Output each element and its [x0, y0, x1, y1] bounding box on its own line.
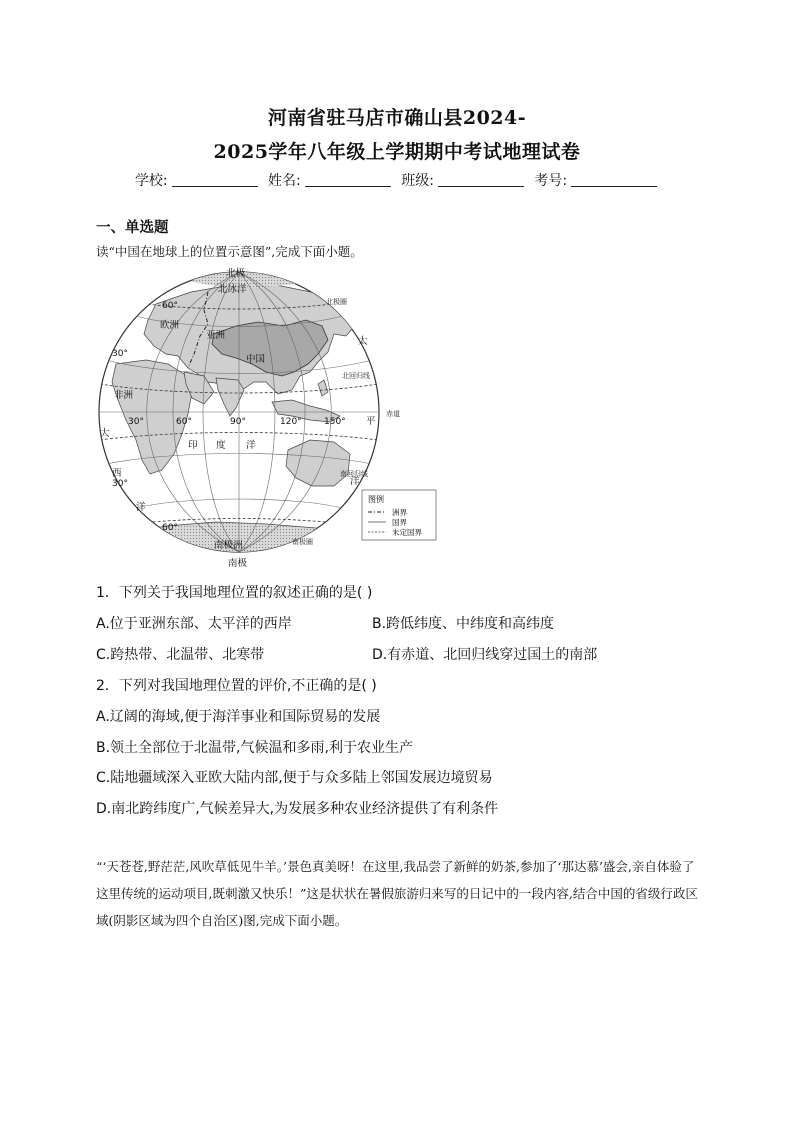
south-pole-label: 南极: [228, 558, 248, 569]
africa-label: 非洲: [114, 390, 134, 401]
legend-item-national-boundary: 国界: [392, 518, 407, 527]
legend-item-undetermined-boundary: 未定国界: [392, 528, 422, 537]
pacific-label-2: 平: [366, 416, 376, 427]
intro-text: 读“中国在地球上的位置示意图”,完成下面小题。: [96, 244, 363, 259]
question-1-option-d[interactable]: D.有赤道、北回归线穿过国土的南部: [372, 647, 598, 663]
antarctica-label: 南极洲: [214, 540, 243, 551]
indian-ocean-label-1: 印: [188, 440, 198, 451]
question-2-option-b[interactable]: B.领土全部位于北温带,气候温和多雨,利于农业生产: [96, 740, 413, 756]
lon-90-label: 90°: [230, 417, 246, 427]
china-label: 中国: [246, 354, 266, 365]
antarctic-circle-label: 南极圈: [292, 538, 313, 546]
question-1-option-b[interactable]: B.跨低纬度、中纬度和高纬度: [372, 616, 555, 632]
exam-number-label: 考号:: [534, 173, 568, 189]
arctic-ocean-label: 北冰洋: [218, 284, 247, 295]
question-2-stem: 2．下列对我国地理位置的评价,不正确的是( ): [96, 678, 377, 694]
lon-30-label: 30°: [128, 417, 144, 427]
lat-60s-label: 60°: [162, 523, 178, 533]
question-1-stem: 1．下列关于我国地理位置的叙述正确的是( ): [96, 585, 373, 601]
indian-ocean-label-3: 洋: [246, 440, 256, 451]
indian-ocean-label-2: 度: [216, 440, 226, 451]
equator-label: 赤道: [386, 410, 400, 418]
class-label: 班级:: [401, 173, 434, 189]
lat-60n-label: 60°: [162, 301, 178, 311]
arctic-circle-label: 北极圈: [326, 298, 347, 306]
atlantic-label-3: 洋: [136, 502, 146, 513]
pacific-label-1: 太: [358, 336, 368, 347]
legend-title: 图例: [368, 495, 384, 504]
name-blank[interactable]: [305, 172, 391, 187]
lon-120-label: 120°: [280, 417, 302, 427]
class-blank[interactable]: [438, 172, 524, 187]
exam-title-line-2: 2025学年八年级上学期期中考试地理试卷: [213, 141, 581, 163]
atlantic-label-1: 大: [100, 428, 110, 439]
question-2-option-c[interactable]: C.陆地疆域深入亚欧大陆内部,便于与众多陆上邻国发展边境贸易: [96, 770, 493, 786]
question-2-option-d[interactable]: D.南北跨纬度广,气候差异大,为发展多种农业经济提供了有利条件: [96, 801, 499, 817]
europe-label: 欧洲: [160, 320, 180, 331]
exam-title-line-1: 河南省驻马店市确山县2024-: [267, 107, 527, 129]
lon-150-label: 150°: [324, 417, 346, 427]
name-label: 姓名:: [268, 173, 301, 189]
lon-60-label: 60°: [176, 417, 192, 427]
tropic-of-cancer-label: 北回归线: [342, 372, 370, 380]
exam-number-blank[interactable]: [571, 172, 657, 187]
question-1-option-a[interactable]: A.位于亚洲东部、太平洋的西岸: [96, 616, 292, 632]
globe-map-svg: [96, 264, 441, 570]
map-legend: [362, 490, 436, 540]
school-label: 学校:: [134, 173, 168, 189]
reading-passage: “‘天苍苍,野茫茫,风吹草低见牛羊。’景色真美呀！在这里,我品尝了新鲜的奶茶,参加了‘那达慕’盛会,亲自体验了这里传统的运动项目,既刺激又快乐！”这是状状在暑假旅游归来写的日记中的一段内容,结合中国的省级行政区域(阴影区域为四个自治区)图,完成下面小题。: [96, 859, 698, 928]
north-pole-label: 北极: [226, 268, 246, 279]
student-info-row: [0, 170, 794, 190]
pacific-label-3: 洋: [350, 476, 360, 487]
question-2-option-a[interactable]: A.辽阔的海域,便于海洋事业和国际贸易的发展: [96, 709, 381, 725]
question-1-option-c[interactable]: C.跨热带、北温带、北寒带: [96, 647, 265, 663]
lat-30s-label: 30°: [112, 479, 128, 489]
section-title: 一、单选题: [96, 220, 169, 236]
legend-item-continent-boundary: 洲界: [392, 508, 407, 517]
atlantic-label-2: 西: [112, 468, 122, 479]
globe-figure: [96, 264, 441, 570]
lat-30n-label: 30°: [112, 349, 128, 359]
tropic-of-capricorn-label: 南回归线: [340, 470, 368, 478]
school-blank[interactable]: [172, 172, 258, 187]
asia-label: 亚洲: [206, 330, 226, 341]
